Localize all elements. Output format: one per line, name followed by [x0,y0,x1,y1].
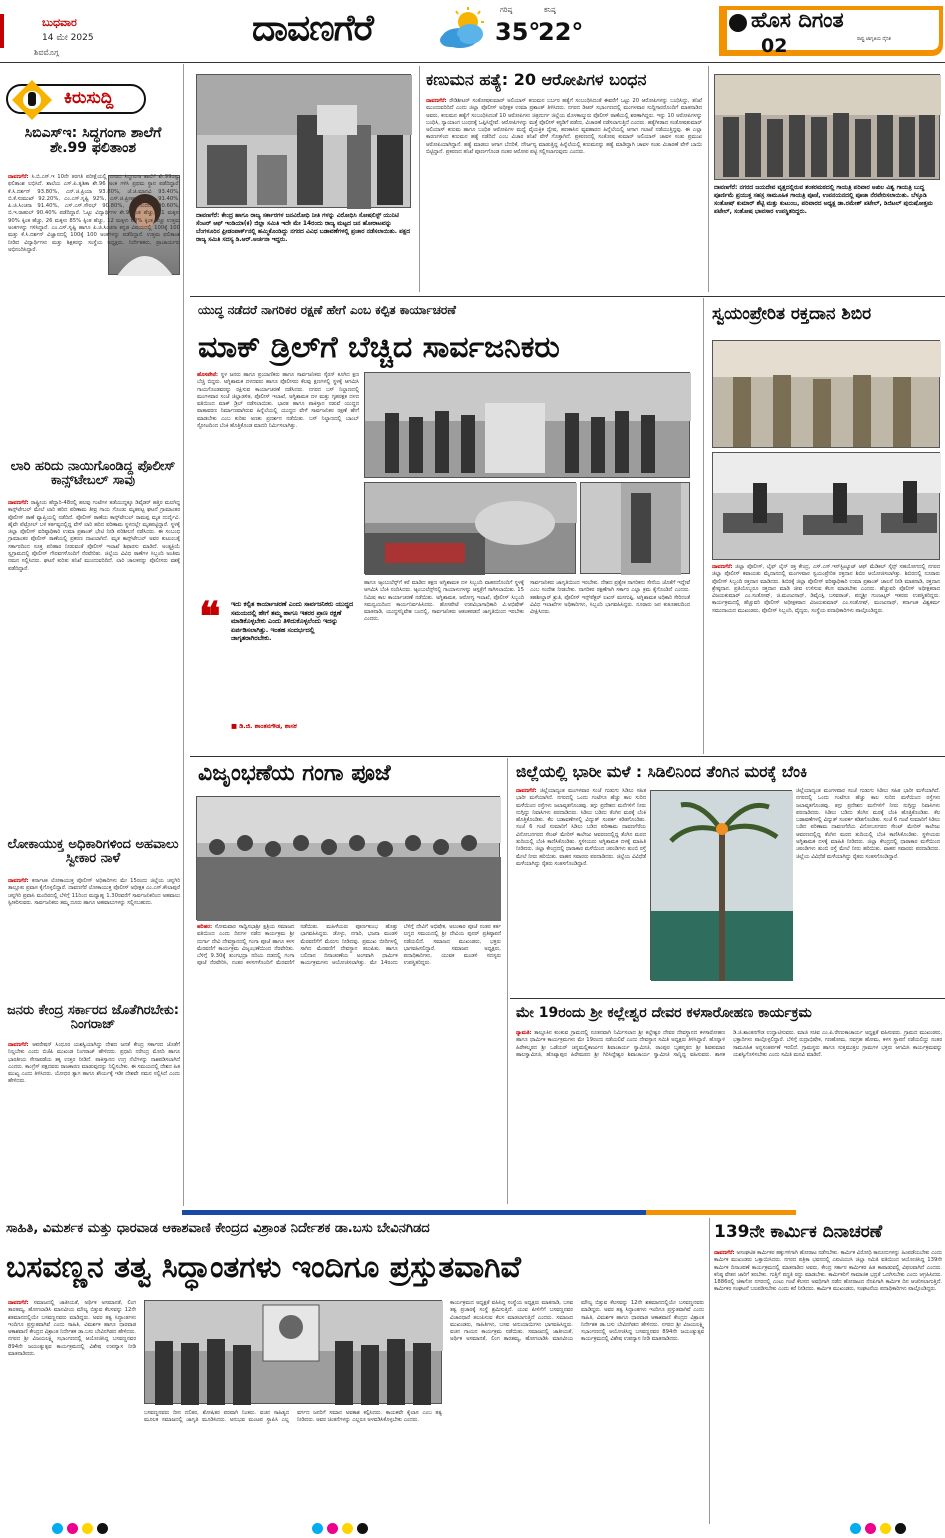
basava-body3: ಕಾರ್ಯಕ್ರಮದ ಅಧ್ಯಕ್ಷತೆ ವಹಿಸಿದ್ದ ಸಂಸ್ಥೆಯ ಅಧ್ಯಕ್ಷರು ಮಾತನಾಡಿ, ಬಸವ ತತ್ವ ಪ್ರಚಾರಕ್ಕೆ ಸಂಸ್ಥೆ ಶ್ರಮಿಸುತ್ತಿದೆ. ಯುವ ಪೀಳಿಗೆಗೆ ಬಸವಣ್ಣನವರ ವಿಚಾರಧಾರೆ ತಲುಪಿಸುವ ಕೆಲಸ ಮಾಡಲಾಗುತ್ತಿದೆ ಎಂದರು. ಸಮಾಜದ ಮುಖಂಡರು, ಸಾಹಿತಿಗಳು, ಬಸವ ಅನುಯಾಯಿಗಳು ಭಾಗವಹಿಸಿದ್ದರು. ವಚನ ಗಾಯನ ಕಾರ್ಯಕ್ರಮ ನಡೆಯಿತು. ಸಮಾಜದಲ್ಲಿ ಜಾತೀಯತೆ, ಅರ್ಥಿಕ ಅಸಮಾನತೆ, ಲಿಂಗ ತಾರತಮ್ಯ, ಹೋಗಲಾಡಿಸಿ ಮಾನವೀಯ ಮೌಲ್ಯ ಬಿತ್ತುವ ಕೆಲಸವನ್ನು 12ನೇ ಶತಮಾನದಲ್ಲಿಯೇ ಬಸವಣ್ಣನವರು ಮಾಡಿದ್ದರು. ಅವರ ತತ್ವ ಸಿದ್ಧಾಂತಗಳು ಇಂದಿಗೂ ಪ್ರಸ್ತುತವಾಗಿವೆ ಎಂದು ಸಾಹಿತಿ, ವಿಮರ್ಶಕ ಹಾಗೂ ಧಾರವಾಡ ಆಕಾಶವಾಣಿ ಕೇಂದ್ರದ ವಿಶ್ರಾಂತ ನಿರ್ದೇಶಕ ಡಾ.ಬಸು ಬೇವಿನಗಿಡದ ಹೇಳಿದರು. ನಗರದ ಶ್ರೀ ವಿಜಯಲಕ್ಷ್ಮಿ ಸಭಾಂಗಣದಲ್ಲಿ ಆಯೋಜಿಸಿದ್ದ ಬಸವಣ್ಣನವರ 894ನೇ ಜಯಂತ್ಯುತ್ಸವ ಕಾರ್ಯಕ್ರಮದಲ್ಲಿ ವಿಶೇಷ ಉಪನ್ಯಾಸ ನೀಡಿ ಮಾತನಾಡಿದರು. [450,1300,704,1343]
mockdrill-photo-fire [364,482,576,574]
finger-icon [10,78,54,122]
mayday-body: ದಾವಣಗೆರೆ: ಅಸಂಘಟಿತ ಕಾರ್ಮಿಕರ ಹಕ್ಕುಗಳಿಗಾಗಿ ಹೋರಾಟ ನಡೆಸಬೇಕು. ಕಾರ್ಮಿಕ ವಿರೋಧಿ ಕಾನೂನುಗಳನ್ನು ಹಿಂಪಡೆಯಬೇಕು ಎಂದು ಕಾರ್ಮಿಕ ಮುಖಂಡರು ಒತ್ತಾಯಿಸಿದರು. ನಗರದ ಪತ್ರಿಕಾ ಭವನದಲ್ಲಿ ಎಐಟಿಯುಸಿ ಜಿಲ್ಲಾ ಸಮಿತಿ ವತಿಯಿಂದ ಆಯೋಜಿಸಿದ್ದ 139ನೇ ಕಾರ್ಮಿಕ ದಿನಾಚರಣೆ ಕಾರ್ಯಕ್ರಮದಲ್ಲಿ ಮಾತನಾಡಿದ ಅವರು, ಕೇಂದ್ರ ಸರ್ಕಾರ ಕಾರ್ಮಿಕರ ಹಿತ ಕಾಪಾಡುವಲ್ಲಿ ವಿಫಲವಾಗಿದೆ ಎಂದರು. ಕನಿಷ್ಠ ವೇತನ ಜಾರಿಗೆ ತರಬೇಕು. ಗುತ್ತಿಗೆ ಪದ್ಧತಿ ರದ್ದು ಮಾಡಬೇಕು. ಕಾರ್ಮಿಕರಿಗೆ ಸಾಮಾಜಿಕ ಭದ್ರತೆ ಒದಗಿಸಬೇಕು ಎಂದು ಆಗ್ರಹಿಸಿದರು. 1886ರಲ್ಲಿ ಚಿಕಾಗೋ ನಗರದಲ್ಲಿ ಎಂಟು ಗಂಟೆ ಕೆಲಸದ ಅವಧಿಗಾಗಿ ನಡೆದ ಹೋರಾಟದ ನೆನಪಿಗಾಗಿ ಕಾರ್ಮಿಕ ದಿನ ಆಚರಿಸಲಾಗುತ್ತಿದೆ. ಕಾರ್ಮಿಕರ ಸಂಘಟನೆ ಬಲಪಡಿಸಬೇಕು ಎಂದು ಕರೆ ನೀಡಿದರು. ಕಾರ್ಮಿಕ ಮುಖಂಡರು, ಸಂಘಟನೆಯ ಪದಾಧಿಕಾರಿಗಳು ಪಾಲ್ಗೊಂಡಿದ್ದರು. [714,1250,942,1293]
min-temp: 22° [538,18,584,46]
brief1-body: ದಾವಣಗೆರೆ: ಸಿ.ಬಿ.ಎಸ್.ಇ 10ನೇ ತರಗತಿ ಪರೀಕ್ಷೆಯಲ್ಲಿ ನಗರದ ಸಿದ್ಧಗಂಗಾ ಶಾಲೆಗೆ ಶೇ.99ರಷ್ಟು ಫಲಿತಾಂಶ ಲಭಿಸಿದೆ. ಶಾಲೆಯ ಎಸ್.ಪಿ.ತೃಶಿಕಾ ಶೇ.96 ಅಂಕ ಗಳಿಸಿ ಪ್ರಥಮ ಸ್ಥಾನ ಪಡೆದಿದ್ದಾರೆ. ಕೆ.ಸಿ.ದರ್ಶನ್ 93.80%, ಎನ್.ಜಿ.ಪ್ರಿಯಾ 93.80%, ಜೆ.ಜಿ.ಮಾನವಿ 93.40%, ಬಿ.ಕೆ.ಸುಮುಖ್ 92.20%, ಎಂ.ಎಸ್.ಸೃಷ್ಟಿ 92%, ಎಸ್.ಜಿ.ಪ್ರೀತಮ್ ಸ್ವಾಮಿ 91.40%, ಪಿ.ಜಿ.ಸಿಂಚನಾ 91.40%, ಎಸ್.ಎಸ್.ಸೌರಭ್ 90.80%, ಸಿ.ಜಿ.ನಂದನ್ 90.60%, ಬಿ.ಇ.ರಾಹುಲ್ 90.40% ಪಡೆದಿದ್ದಾರೆ. ಓಟ್ಟು ವಿದ್ಯಾರ್ಥಿಗಳ ಶೇ.99ಕ್ಕಿಂತ ಹೆಚ್ಚು, 11 ಮಕ್ಕಳು 90% ಕ್ಕಿಂತ ಹೆಚ್ಚು, 26 ಮಕ್ಕಳು 85% ಕ್ಕಿಂತ ಹೆಚ್ಚು, 12 ಮಕ್ಕಳು 60% ಕ್ಕಿಂತ ಹೆಚ್ಚು ಉತ್ತಮ ಅಂಕಗಳನ್ನು ಗಳಿಸಿದ್ದಾರೆ. ಎಂ.ಎಸ್.ಸೃಷ್ಟಿ ಹಾಗೂ ಪಿ.ಜಿ.ಸಿಂಚನಾ ಕನ್ನಡ ವಿಷಯದಲ್ಲಿ 100ಕ್ಕೆ 100 ಮತ್ತು ಕೆ.ಸಿ.ದರ್ಶನ್ ವಿಜ್ಞಾನದಲ್ಲಿ 100ಕ್ಕೆ 100 ಅಂಕಗಳನ್ನು ಪಡೆದಿದ್ದಾರೆ. ಉತ್ತಮ ಫಲಿತಾಂಶ ನೀಡಿದ ವಿದ್ಯಾರ್ಥಿಗಳು ಮತ್ತು ಶಿಕ್ಷಕರನ್ನು ಸಂಸ್ಥೆಯ ಅಧ್ಯಕ್ಷರು, ನಿರ್ದೇಶಕರು, ಪ್ರಾಚಾರ್ಯರು ಅಭಿನಂದಿಸಿದ್ದಾರೆ. [8,174,180,253]
brief3-body: ದಾವಣಗೆರೆ: ಕರ್ನಾಟಕ ಲೋಕಾಯುಕ್ತ ಪೊಲೀಸ್ ಅಧಿಕಾರಿಗಳು ಮೇ 15ರಂದು ಜಿಲ್ಲೆಯ ಚನ್ನಗಿರಿ ತಾಲ್ಲೂಕು ಪ್ರವಾಸ ಕೈಗೊಳ್ಳಲಿದ್ದಾರೆ. ದಾವಣಗೆರೆ ಲೋಕಾಯುಕ್ತ ಪೊಲೀಸ್ ಅಧೀಕ್ಷಕ ಎಂ.ಎಸ್.ಕೌಲಾಪುರೆ ಚನ್ನಗಿರಿ ಪ್ರವಾಸಿ ಮಂದಿರದಲ್ಲಿ ಬೆಳಿಗ್ಗೆ 11ರಿಂದ ಮಧ್ಯಾಹ್ನ 1.30ರವರೆಗೆ ಸಾರ್ವಜನಿಕರಿಂದ ಅಹವಾಲು ಸ್ವೀಕರಿಸುವರು. ಸಾರ್ವಜನಿಕರು ತಮ್ಮ ದೂರು ಹಾಗೂ ಅಹವಾಲುಗಳನ್ನು ಸಲ್ಲಿಸಬಹುದು. [8,878,180,906]
kalasha-body: ನ್ಯಾಮತಿ: ತಾಲ್ಲೂಕಿನ ಕುಂಕುವ ಗ್ರಾಮದಲ್ಲಿ ನೂತನವಾಗಿ ನಿರ್ಮಿಸಲಾದ ಶ್ರೀ ಕಲ್ಲೇಶ್ವರ ದೇವರ ದೇವಸ್ಥಾನದ ಕಳಸಾರೋಹಣ ಹಾಗೂ ಧಾರ್ಮಿಕ ಕಾರ್ಯಕ್ರಮಗಳು ಮೇ 19ರಂದು ನಡೆಯಲಿವೆ ಎಂದು ದೇವಸ್ಥಾನ ಸಮಿತಿ ಅಧ್ಯಕ್ಷರು ತಿಳಿಸಿದ್ದಾರೆ. ಹೊನ್ನಾಳಿ ಹಿರೇಕಲ್ಮಠದ ಶ್ರೀ ಒಡೆಯರ್ ಚನ್ನಮಲ್ಲಿಕಾರ್ಜುನ ಶಿವಾಚಾರ್ಯ ಸ್ವಾಮೀಜಿ, ರಾಂಪುರ ಬೃಹನ್ಮಠದ ಶ್ರೀ ಶಿವಕುಮಾರ ಹಾಲಸ್ವಾಮೀಜಿ, ಹೊಟ್ಯಾಪುರ ಹಿರೇಮಠದ ಶ್ರೀ ಗಿರಿಸಿದ್ದೇಶ್ವರ ಶಿವಾಚಾರ್ಯ ಸ್ವಾಮೀಜಿ ಸಾನ್ನಿಧ್ಯ ವಹಿಸುವರು. ಶಾಸಕ ಡಿ.ಜಿ.ಶಾಂತನಗೌಡ ಉದ್ಘಾಟಿಸುವರು. ಮಾಜಿ ಸಚಿವ ಎಂ.ಪಿ.ರೇಣುಕಾಚಾರ್ಯ ಅಧ್ಯಕ್ಷತೆ ವಹಿಸುವರು. ಗ್ರಾಮದ ಮುಖಂಡರು, ಭಕ್ತಾದಿಗಳು ಪಾಲ್ಗೊಳ್ಳಲಿದ್ದಾರೆ. ಬೆಳಿಗ್ಗೆ ರುದ್ರಾಭಿಷೇಕ, ಗಣಹೋಮ, ನವಗ್ರಹ ಹೋಮ, ಕಳಸ ಸ್ಥಾಪನೆ ನಡೆಯಲಿದ್ದು ನಂತರ ಸಾಮೂಹಿಕ ಅನ್ನಸಂತರ್ಪಣೆ ಇರಲಿದೆ. ಗ್ರಾಮಸ್ಥರು ಹಾಗೂ ಸುತ್ತಮುತ್ತಲ ಗ್ರಾಮಗಳ ಭಕ್ತರು ಆಗಮಿಸಿ ಕಾರ್ಯಕ್ರಮವನ್ನು ಯಶಸ್ವಿಗೊಳಿಸಬೇಕು ಎಂದು ಸಮಿತಿ ಮನವಿ ಮಾಡಿದೆ. [516,1030,942,1058]
paper-name: ಹೊಸ ದಿಗಂತ [751,8,844,32]
masthead-date-block [0,14,190,58]
mockdrill-title: ಮಾಕ್ ಡ್ರಿಲ್‌ಗೆ ಬೆಚ್ಚಿದ ಸಾರ್ವಜನಿಕರು [198,330,560,365]
basava-photo [144,1300,442,1404]
rain-tree-photo [650,790,792,980]
kirusuddi-badge [6,78,146,122]
mockdrill-body-right: ಸಾರ್ವಜನಿಕರು ಜಾಗೃತಿಯಿಂದ ಇರಬೇಕು. ದೇಶದ ಪ್ರತ್ಯೇಕ ನಾಗರಿಕನು ಸೇನೆಯ ಜೊತೆಗೆ ಇದ್ದೇವೆ ಎಂಬ ಸಂದೇಶ ನೀಡಬೇಕು. ನಾಗರಿಕರ ರಕ್ಷಣೆಗಾಗಿ ಸರ್ಕಾರ ಎಲ್ಲಾ ಕ್ರಮ ಕೈಗೊಂಡಿದೆ ಎಂದರು. ತಹಶೀಲ್ದಾರ್ ಶ್ರುತಿ, ಪೊಲೀಸ್ ಇನ್ಸ್‌ಪೆಕ್ಟರ್ ಲಖನ್ ಮಸಗುಪ್ಪಿ, ಅಗ್ನಿಶಾಮಕ ಅಧಿಕಾರಿ ಸೇರಿದಂತೆ ವಿವಿಧ ಇಲಾಖೆಗಳ ಅಧಿಕಾರಿಗಳು, ಸಿಬ್ಬಂದಿ ಭಾಗವಹಿಸಿದ್ದರು. ನೂರಾರು ಜನ ಕುತೂಹಲದಿಂದ ವೀಕ್ಷಿಸಿದರು. [530,580,690,616]
color-band [0,1210,945,1215]
weather-cloud-icon [436,6,492,54]
gayatri-caption: ದಾವಣಗೆರೆ: ನಗರದ ಜಯದೇವ ವೃತ್ತದಲ್ಲಿರುವ ಶಂಕರಮಠದಲ್ಲಿ ಗಾಯತ್ರಿ ಪರಿವಾರ ಅಖಿಲ ವಿಶ್ವ ಗಾಯತ್ರಿ ಬುದ್ಧ ಪೂರ್ಣಿಮೆ ಪ್ರಯುಕ್ತ ಸಹಸ್ರ ಸಾಮೂಹಿಕ ಗಾಯತ್ರಿ ಪೂಜೆ, ಉಪನಯನದಲ್ಲಿ ಪೂಜಾ ನೆರವೇರಿಸಲಾಯಿತು. ಬೆಳ್ಳೂಡಿ ಸಂತೋಷ್ ಕುಮಾರ್ ಶೆಟ್ಟಿ ಮತ್ತು ಕುಟುಂಬ, ಪರಿವಾರದ ಅಧ್ಯಕ್ಷ ಡಾ.ರಮೇಶ್ ಪಟೇಲ್, ಡಿಜಿಟಲ್ ಪುರುಷೋತ್ತಮ ಪಟೇಲ್, ಸಂತೋಷ ಭಾವಸಾರ ಉಪಸ್ಥಿತರಿದ್ದರು. [714,184,933,215]
mayday-title: 139ನೇ ಕಾರ್ಮಿಕ ದಿನಾಚರಣೆ [714,1222,883,1242]
mockdrill-quote-by: ■ ಡಿ.ಜಿ. ಶಾಂತನಗೌಡ, ಶಾಸಕ [231,722,297,730]
ganga-photo [196,796,500,920]
paper-logo [707,2,945,60]
mockdrill-body-mid: ಹಾಗೂ ಆ್ಯಂಬುಲೆನ್ಸ್‌ಗೆ ಕರೆ ಮಾಡಿದ ತಕ್ಷಣ ಅಗ್ನಿಶಾಮಕ ದಳ ಸಿಬ್ಬಂದಿ ವಾಹನದೊಂದಿಗೆ ಸ್ಥಳಕ್ಕೆ ಆಗಮಿಸಿ ಬೆಂಕಿ ನಂದಿಸಿದರು. ಆ್ಯಂಬುಲೆನ್ಸ್‌ನಲ್ಲಿ ಗಾಯಾಳುಗಳನ್ನು ಆಸ್ಪತ್ರೆಗೆ ಸಾಗಿಸಲಾಯಿತು. 15 ನಿಮಿಷ ಕಾಲ ಕಾರ್ಯಾಚರಣೆ ನಡೆಯಿತು. ಅಗ್ನಿಶಾಮಕ, ಆರೋಗ್ಯ ಇಲಾಖೆ, ಪೊಲೀಸ್ ಸಿಬ್ಬಂದಿ ಸಮನ್ವಯದಿಂದ ಕಾರ್ಯನಿರ್ವಹಿಸಿದರು. ಹೊಸಪೇಟೆ ಉಪವಿಭಾಗಾಧಿಕಾರಿ ವಿ.ಅಭಿಷೇಕ್ ಮಾತನಾಡಿ, ಯುದ್ಧಸನ್ನಿವೇಶ ಬಂದಲ್ಲಿ, ಸಾರ್ವಜನಿಕರು ಆತಂಕಪಡದೆ ಜಾಗೃತಿಯಿಂದ ಇರಬೇಕು ಎಂದರು. [364,580,524,623]
brief3-title: ಲೋಕಾಯುಕ್ತ ಅಧಿಕಾರಿಗಳಿಂದ ಅಹವಾಲು ಸ್ವೀಕಾರ ನಾಳೆ [7,837,179,866]
mockdrill-photo-crowd [364,372,690,478]
registration-dots-mid [312,1519,392,1531]
logo-emblem-icon [729,14,747,32]
murder-body: ದಾವಣಗೆರೆ: ರೌಡಿಶೀಟರ್ ಸಂತೋಷಕುಮಾರ್ ಅಲಿಯಾಸ್ ಕಣುಮನ ಬರ್ಬರ ಹತ್ಯೆಗೆ ಸಂಬಂಧಿಸಿದಂತೆ ಈವರೆಗೆ ಒಟ್ಟು 20 ಆರೋಪಿಗಳನ್ನು ಬಂಧಿಸಿದ್ದು, ತನಿಖೆ ಮುಂದುವರಿದಿದೆ ಎಂದು ಜಿಲ್ಲಾ ಪೊಲೀಸ್ ಅಧೀಕ್ಷಕ ಉಮಾ ಪ್ರಶಾಂತ್ ತಿಳಿಸಿದರು. ನಗರದ ಡಿಆರ್ ಸಭಾಂಗಣದಲ್ಲಿ ಮಂಗಳವಾರ ಸುದ್ದಿಗಾರರೊಂದಿಗೆ ಮಾತನಾಡಿದ ಅವರು, ಕಣುಮನ ಹತ್ಯೆಗೆ ಸಂಬಂಧಿಸಿದಂತೆ 10 ಆರೋಪಿಗಳು ಚಿತ್ರದುರ್ಗ ಜಿಲ್ಲೆಯ ಮೊಳಕಾಲ್ಮುರು ಪೊಲೀಸ್ ಠಾಣೆಯಲ್ಲಿ ಶರಣಾಗಿದ್ದರು. ಇನ್ನು 10 ಆರೋಪಿಗಳನ್ನು ಬಂಧಿಸಿ, ನ್ಯಾಯಾಂಗ ಬಂಧನಕ್ಕೆ ಒಪ್ಪಿಸಿದ್ದೇವೆ. ಆರೋಪಿಗಳನ್ನು ಮತ್ತೆ ಪೊಲೀಸ್ ಕಸ್ಟಡಿಗೆ ಪಡೆದು, ವಿಚಾರಣೆ ನಡೆಸಲಾಗುತ್ತಿದೆ ಎಂದರು. ಹತ್ಯೆಗೀಡಾದ ಸಂತೋಷಕುಮಾರ್ ಅಲಿಯಾಸ್ ಕಣುಮ ಹಾಗೂ ಬಂಧಿತ ಆರೋಪಿಗಳ ಮಧ್ಯೆ ವೈಯಕ್ತಿಕ ದ್ವೇಷ, ಹಣಕಾಸಿನ ವ್ಯವಹಾರದ ಹಿನ್ನೆಲೆಯಲ್ಲಿ ಆಗಾಗ ಗಲಾಟೆ ನಡೆಯುತ್ತಿದ್ದವು. ಈ ಎಲ್ಲಾ ಕಾರಣಗಳಿಂದ ಕಣುಮನ ಹತ್ಯೆ ನಡೆದಿದೆ ಎಂಬ ವಿಚಾರ ತನಿಖೆ ವೇಳೆ ಗೊತ್ತಾಗಿದೆ. ಪ್ರಕರಣದಲ್ಲಿ ಸಂತೋಷ ಕುಮಾರ್ ಅಲಿಯಾಸ್ ಚಾವಳ ಸಂತು ಪ್ರಮುಖ ಆರೋಪಿಯಾಗಿದ್ದಾನೆ. ಹತ್ಯೆ ಮಾಡಲು ಆಗಾಗ ಬೆದರಿಕೆ, ದೌರ್ಜನ್ಯ ಮಾಡುತ್ತಿದ್ದ ಹಿನ್ನೆಲೆಯಲ್ಲಿ ಕಣುಮನನ್ನು ಹತ್ಯೆ ಮಾಡಿದ್ದಾಗಿ ಚಾವಳ ಸಂತು ವಿಚಾರಣೆ ವೇಳೆ ಬಾಯಿ ಬಿಟ್ಟಿದ್ದಾನೆ. ಪ್ರಕರಣದ ತನಿಖೆ ಪೂರ್ಣಗೊಂಡ ನಂತರ ಆರೋಪ ಪಟ್ಟಿ ಸಲ್ಲಿಸಲಾಗುವುದು ಎಂದರು. [426,98,702,156]
brief2-body: ದಾವಣಗೆರೆ: ರಾಷ್ಟ್ರೀಯ ಹೆದ್ದಾರಿ-48ರಲ್ಲಿ ಹಲವು ಗಂಟೆಗಳ ತಡೆಯುದ್ದಕ್ಕೂ ಡಿವೈಡರ್ ಹತ್ತಿರ ಮಲಗಿದ್ದ ಕಾನ್ಸ್‌ಟೇಬಲ್ ಮೇಲೆ ಲಾರಿ ಹರಿದ ಪರಿಣಾಮ ತೀವ್ರ ಗಾಯ ಗೊಂಡು ಮೃತಪಟ್ಟ ಘಟನೆ ಗ್ರಾಮಾಂತರ ಪೊಲೀಸ್ ಠಾಣೆ ವ್ಯಾಪ್ತಿಯಲ್ಲಿ ನಡೆದಿದೆ. ಪೊಲೀಸ್ ಠಾಣೆಯ ಕಾನ್ಸ್‌ಟೇಬಲ್ ರಾಮಪ್ಪ ಮೃತ ದುರ್ದೈವಿ. ಹೈವೇ ಪೆಟ್ರೋಲ್ ಬಳಿ ಕರ್ತವ್ಯದಲ್ಲಿದ್ದ ವೇಳೆ ಲಾರಿ ಹರಿದ ಪರಿಣಾಮ ಸ್ಥಳದಲ್ಲೇ ಮೃತಪಟ್ಟಿದ್ದಾರೆ. ಸ್ಥಳಕ್ಕೆ ಜಿಲ್ಲಾ ಪೊಲೀಸ್ ವರಿಷ್ಠಾಧಿಕಾರಿ ಉಮಾ ಪ್ರಶಾಂತ್ ಭೇಟಿ ನೀಡಿ ಪರಿಶೀಲನೆ ನಡೆಸಿದರು. ಈ ಸಂಬಂಧ ಗ್ರಾಮಾಂತರ ಪೊಲೀಸ್ ಠಾಣೆಯಲ್ಲಿ ಪ್ರಕರಣ ದಾಖಲಾಗಿದೆ. ಮೃತ ಕಾನ್ಸ್‌ಟೇಬಲ್ ಅವರ ಕುಟುಂಬಕ್ಕೆ ಸರ್ಕಾರದಿಂದ ಸೂಕ್ತ ಪರಿಹಾರ ನೀಡುವಂತೆ ಪೊಲೀಸ್ ಇಲಾಖೆ ಶಿಫಾರಸು ಮಾಡಿದೆ. ಅಂತ್ಯಕ್ರಿಯೆ ಸ್ವಗ್ರಾಮದಲ್ಲಿ ಪೊಲೀಸ್ ಗೌರವಗಳೊಂದಿಗೆ ನೆರವೇರಿತು. ಜಿಲ್ಲೆಯ ವಿವಿಧ ಠಾಣೆಗಳ ಸಿಬ್ಬಂದಿ ಅಂತಿಮ ನಮನ ಸಲ್ಲಿಸಿದರು. ಘಟನೆ ಕುರಿತು ತನಿಖೆ ಮುಂದುವರಿದಿದೆ. ಲಾರಿ ಚಾಲಕನನ್ನು ಪೊಲೀಸರು ವಶಕ್ಕೆ ಪಡೆದಿದ್ದಾರೆ. [8,500,180,572]
masthead [0,0,945,62]
brief2-title: ಲಾರಿ ಹರಿದು ನಾಯಿಗೊಂಡಿದ್ದ ಪೊಲೀಸ್ ಕಾನ್ಸ್‌ಟೇಬಲ್ ಸಾವು [10,459,176,488]
city-title: ದಾವಣಗೆರೆ [252,8,374,49]
blood-photo-donors [712,452,940,560]
blood-body: ದಾವಣಗೆರೆ: ಜಿಲ್ಲಾ ಪೊಲೀಸ್, ಲೈಫ್ ಲೈನ್ ರಕ್ತ ಕೇಂದ್ರ, ಎಸ್.ಎಸ್.ಇನ್‌ಸ್ಟಿಟ್ಯೂಟ್ ಆಫ್ ಮೆಡಿಕಲ್ ಸೈನ್ಸ್ ಸಹಯೋಗದಲ್ಲಿ ನಗರದ ಜಿಲ್ಲಾ ಪೊಲೀಸ್ ಕವಾಯತು ಮೈದಾನದಲ್ಲಿ ಮಂಗಳವಾರ ಸ್ವಯಂಪ್ರೇರಿತ ರಕ್ತದಾನ ಶಿಬಿರ ಆಯೋಜಿಸಲಾಗಿತ್ತು. ಶಿಬಿರದಲ್ಲಿ ನೂರಾರು ಪೊಲೀಸ್ ಸಿಬ್ಬಂದಿ ರಕ್ತದಾನ ಮಾಡಿದರು. ಶಿಬಿರಕ್ಕೆ ಜಿಲ್ಲಾ ಪೊಲೀಸ್ ವರಿಷ್ಠಾಧಿಕಾರಿ ಉಮಾ ಪ್ರಶಾಂತ್ ಚಾಲನೆ ನೀಡಿ ಮಾತನಾಡಿ, ರಕ್ತದಾನ ಶ್ರೇಷ್ಠದಾನ. ಪ್ರತಿಯೊಬ್ಬರೂ ರಕ್ತದಾನ ಮಾಡಿ ಜೀವ ಉಳಿಸುವ ಕೆಲಸ ಮಾಡಬೇಕು ಎಂದರು. ಹೆಚ್ಚುವರಿ ಪೊಲೀಸ್ ಅಧೀಕ್ಷಕರಾದ ವಿಜಯಕುಮಾರ್ ಎಂ.ಸಂತೋಷ್, ಜಿ.ಮಂಜುನಾಥ್, ಡಿವೈಎಸ್ಪಿ ಬಸವರಾಜ್, ಪದ್ಮಶ್ರೀ ಗುಂಜಟ್ಕರ್ ಇತರರು ಉಪಸ್ಥಿತರಿದ್ದರು. ಕಾರ್ಯಕ್ರಮದಲ್ಲಿ ಹೆಚ್ಚುವರಿ ಪೊಲೀಸ್ ಅಧೀಕ್ಷಕರಾದ ವಿಜಯಕುಮಾರ್ ಎಂ.ಸಂತೋಷ್, ಮಂಜುನಾಥ್, ಕರ್ನಾಟಕ ವಿಶ್ವಕರ್ಮ ಸಮುದಾಯದ ಮುಖಂಡರು, ಪೊಲೀಸ್ ಸಿಬ್ಬಂದಿ, ವೈದ್ಯರು, ಸಂಸ್ಥೆಯ ಪದಾಧಿಕಾರಿಗಳು ಪಾಲ್ಗೊಂಡಿದ್ದರು. [712,564,940,614]
paper-tagline: ರಾಷ್ಟ್ರ ಜಾಗೃತಿಯ ದೈನಿಕ [857,37,891,42]
mockdrill-photo-rescue [580,482,690,574]
blood-photo-officers [712,340,940,448]
basava-kicker: ಸಾಹಿತಿ, ವಿಮರ್ಶಕ ಮತ್ತು ಧಾರವಾಡ ಆಕಾಶವಾಣಿ ಕೇಂದ್ರದ ವಿಶ್ರಾಂತ ನಿರ್ದೇಶಕ ಡಾ.ಬಸು ಬೇವಿನಗಿಡದ [6,1221,430,1236]
brief1-title: ಸಿಬಿಎಸ್‌ಇ: ಸಿದ್ಧಗಂಗಾ ಶಾಲೆಗೆ ಶೇ.99 ಫಲಿತಾಂಶ [24,125,162,156]
ganga-body: ಹರಿಹರ: ಸೋಮವಾರ ಸಾಧ್ವಿಸಭಾಶ್ರೀ ಕ್ಷತ್ರಿಯ ಸಮಾಜದ ವತಿಯಿಂದ ಎಂದು ದಿನಗಳ ನಡೆದ ಕಾರ್ಯಕ್ರಮ ಶ್ರೀ ದುರ್ಗಾ ದೇವಿ ದೇವಸ್ಥಾನದಲ್ಲಿ ಗಂಗಾ ಪೂಜೆ ಹಾಗೂ ಕಳಸ ಮೆರವಣಿಗೆ ಕಾರ್ಯಕ್ರಮ ವಿಜೃಂಭಣೆಯಿಂದ ನೆರವೇರಿತು. ಬೆಳಿಗ್ಗೆ 9.30ಕ್ಕೆ ತುಂಗಭದ್ರಾ ನದಿಯ ದಡದಲ್ಲಿ ಗಂಗಾ ಪೂಜೆ ನೆರವೇರಿಸಿ, ನಂತರ ಕಳಸಗಳೊಂದಿಗೆ ಮೆರವಣಿಗೆ ನಡೆಯಿತು. ಮಹಿಳೆಯರು ಪೂರ್ಣಕುಂಭ ಹೊತ್ತು ಭಾಗವಹಿಸಿದ್ದರು. ಡೊಳ್ಳು, ನಗಾರಿ, ಭಜನಾ ಮಂಡಳಿ ಮೆರವಣಿಗೆಗೆ ಮೆರುಗು ನೀಡಿದವು. ಪ್ರಮುಖ ಬೀದಿಗಳಲ್ಲಿ ಸಾಗಿದ ಮೆರವಣಿಗೆ ದೇವಸ್ಥಾನ ತಲುಪಿತು. ಹಾಗೂ ಬಲಿದಾನ ದಿನಾಚರಣೆಯ ಅಂಗವಾಗಿ ಧಾರ್ಮಿಕ ಕಾರ್ಯಕ್ರಮಗಳು ಆಯೋಜಿಸಲಾಗಿತ್ತು. ಮೇ 14ರಂದು ಬೆಳಿಗ್ಗೆ ದೇವಿಗೆ ಅಭಿಷೇಕ, ಅಲಂಕಾರ ಪೂಜೆ ನಂತರ ಕರ್ತ ಲಗ್ನದ ಸಮಯದಲ್ಲಿ ಶ್ರೀ ದೇವಿಯ ಪುನರ್ ಪ್ರತಿಷ್ಠಾಪನೆ ನಡೆಯಲಿದೆ. ಸಮಾಜದ ಮುಖಂಡರು, ಭಕ್ತರು ಭಾಗವಹಿಸಲಿದ್ದಾರೆ. ಸಮಾಜದ ಅಧ್ಯಕ್ಷರು, ಪದಾಧಿಕಾರಿಗಳು, ಯುವಕ ಮಂಡಳಿ ಸದಸ್ಯರು ಉಪಸ್ಥಿತರಿದ್ದರು. [197,924,501,967]
date-label: 14 ಮೇ 2025 [42,33,94,43]
rain-body-right: ಜಿಲ್ಲೆಯಾದ್ಯಂತ ಮಂಗಳವಾರ ಸಂಜೆ ಗುಡುಗು ಸಿಡಿಲು ಸಹಿತ ಭಾರೀ ಮಳೆಯಾಗಿದೆ. ನಗರದಲ್ಲಿ ಒಂದು ಗಂಟೆಗೂ ಹೆಚ್ಚು ಕಾಲ ಸುರಿದ ಮಳೆಯಿಂದ ರಸ್ತೆಗಳು ಜಲಾವೃತಗೊಂಡವು. ತಗ್ಗು ಪ್ರದೇಶದ ಮನೆಗಳಿಗೆ ನೀರು ನುಗ್ಗಿದ್ದು ನಿವಾಸಿಗಳು ಪರದಾಡಿದರು. ಸಿಡಿಲು ಬಡಿದು ತೆಂಗಿನ ಮರಕ್ಕೆ ಬೆಂಕಿ ಹೊತ್ತಿಕೊಂಡಿತು. ಕೆಲ ಬಡಾವಣೆಗಳಲ್ಲಿ ವಿದ್ಯುತ್ ಸಂಪರ್ಕ ಕಡಿತಗೊಂಡಿತು. ಸಂಜೆ 6 ಗಂಟೆ ಸುಮಾರಿಗೆ ಸಿಡಿಲು ಬಡಿದ ಪರಿಣಾಮ ದಾವಣಗೆರೆಯ ವಿನೋಬನಗರದ ಸೇಂಟ್ ಮೇರಿಸ್ ಕಾಲೇಜು ಆವರಣದಲ್ಲಿದ್ದ ತೆಂಗಿನ ಮರದ ತುದಿಯಲ್ಲಿ ಬೆಂಕಿ ಕಾಣಿಸಿಕೊಂಡಿತು. ಸ್ಥಳೀಯರು ಅಗ್ನಿಶಾಮಕ ದಳಕ್ಕೆ ಮಾಹಿತಿ ನೀಡಿದರು. ಜಿಲ್ಲಾ ಕೇಂದ್ರದಲ್ಲಿ ಧಾರಾಕಾರ ಮಳೆಯಿಂದ ಚರಂಡಿಗಳು ತುಂಬಿ ರಸ್ತೆ ಮೇಲೆ ನೀರು ಹರಿಯಿತು. ವಾಹನ ಸವಾರರು ಪರದಾಡಿದರು. ಜಿಲ್ಲೆಯ ವಿವಿಧೆಡೆ ಮಳೆಯಾಗಿದ್ದು ರೈತರು ಸಂತಸಗೊಂಡಿದ್ದಾರೆ. [796,788,940,860]
ganga-title: ವಿಜೃಂಭಣೆಯ ಗಂಗಾ ಪೂಜೆ [198,761,391,786]
page-number: 02 [761,35,788,57]
edition-label: ಶಿವಮೊಗ್ಗ [34,48,59,57]
kirusuddi-label: ಕಿರುಸುದ್ದಿ [64,88,114,108]
rain-body-left: ದಾವಣಗೆರೆ: ಜಿಲ್ಲೆಯಾದ್ಯಂತ ಮಂಗಳವಾರ ಸಂಜೆ ಗುಡುಗು ಸಿಡಿಲು ಸಹಿತ ಭಾರೀ ಮಳೆಯಾಗಿದೆ. ನಗರದಲ್ಲಿ ಒಂದು ಗಂಟೆಗೂ ಹೆಚ್ಚು ಕಾಲ ಸುರಿದ ಮಳೆಯಿಂದ ರಸ್ತೆಗಳು ಜಲಾವೃತಗೊಂಡವು. ತಗ್ಗು ಪ್ರದೇಶದ ಮನೆಗಳಿಗೆ ನೀರು ನುಗ್ಗಿದ್ದು ನಿವಾಸಿಗಳು ಪರದಾಡಿದರು. ಸಿಡಿಲು ಬಡಿದು ತೆಂಗಿನ ಮರಕ್ಕೆ ಬೆಂಕಿ ಹೊತ್ತಿಕೊಂಡಿತು. ಕೆಲ ಬಡಾವಣೆಗಳಲ್ಲಿ ವಿದ್ಯುತ್ ಸಂಪರ್ಕ ಕಡಿತಗೊಂಡಿತು. ಸಂಜೆ 6 ಗಂಟೆ ಸುಮಾರಿಗೆ ಸಿಡಿಲು ಬಡಿದ ಪರಿಣಾಮ ದಾವಣಗೆರೆಯ ವಿನೋಬನಗರದ ಸೇಂಟ್ ಮೇರಿಸ್ ಕಾಲೇಜು ಆವರಣದಲ್ಲಿದ್ದ ತೆಂಗಿನ ಮರದ ತುದಿಯಲ್ಲಿ ಬೆಂಕಿ ಕಾಣಿಸಿಕೊಂಡಿತು. ಸ್ಥಳೀಯರು ಅಗ್ನಿಶಾಮಕ ದಳಕ್ಕೆ ಮಾಹಿತಿ ನೀಡಿದರು. ಜಿಲ್ಲಾ ಕೇಂದ್ರದಲ್ಲಿ ಧಾರಾಕಾರ ಮಳೆಯಿಂದ ಚರಂಡಿಗಳು ತುಂಬಿ ರಸ್ತೆ ಮೇಲೆ ನೀರು ಹರಿಯಿತು. ವಾಹನ ಸವಾರರು ಪರದಾಡಿದರು. ಜಿಲ್ಲೆಯ ವಿವಿಧೆಡೆ ಮಳೆಯಾಗಿದ್ದು ರೈತರು ಸಂತಸಗೊಂಡಿದ್ದಾರೆ. [516,788,646,867]
registration-dots-left [52,1519,132,1531]
mockdrill-quote-box [197,593,357,748]
max-temp: 35° [495,18,541,46]
mockdrill-body-left: ಹೊಸಪೇಟೆ: ಸ್ಥಳ ಜನರು ಹಾಗೂ ಪ್ರಯಾಣಿಕರು ಹಾಗೂ ಸಾರ್ವಜನಿಕರು ಸೈರನ್ ಕೂಗಿದ ಕ್ಷಣ ಬೆಚ್ಚಿ ಬಿದ್ದರು. ಅಗ್ನಿಶಾಮಕ ದಳದವರು ಹಾಗೂ ಪೊಲೀಸರು ಕೆಲವು ಕ್ಷಣಗಳಲ್ಲಿ ಸ್ಥಳಕ್ಕೆ ಆಗಮಿಸಿ ಗಾಯಗೊಂಡವರನ್ನು ರಕ್ಷಿಸುವ ಕಾರ್ಯಾಚರಣೆ ನಡೆಸಿದರು. ನಗರದ ಬಸ್ ನಿಲ್ದಾಣದಲ್ಲಿ ಮಂಗಳವಾರ ಸಂಜೆ ಜಿಲ್ಲಾಡಳಿತ, ಪೊಲೀಸ್ ಇಲಾಖೆ, ಅಗ್ನಿಶಾಮಕ ದಳ ಮತ್ತು ಗೃಹರಕ್ಷಕ ದಳದ ವತಿಯಿಂದ ಮಾಕ್ ಡ್ರಿಲ್ ನಡೆಸಲಾಯಿತು. ಭಾರತ ಹಾಗೂ ಪಾಕಿಸ್ತಾನ ನಡುವೆ ಯುದ್ಧದ ವಾತಾವರಣ ನಿರ್ಮಾಣವಾಗಿರುವ ಹಿನ್ನೆಲೆಯಲ್ಲಿ ಯುದ್ಧದ ವೇಳೆ ಸಾರ್ವಜನಿಕರ ರಕ್ಷಣೆ ಹೇಗೆ ಮಾಡಬೇಕು ಎಂಬ ಕುರಿತು ಅಣಕು ಪ್ರದರ್ಶನ ನಡೆಯಿತು. ಬಸ್ ನಿಲ್ದಾಣದಲ್ಲಿ ಬಾಂಬ್ ಸ್ಫೋಟದಿಂದ ಬೆಂಕಿ ಹೊತ್ತಿಕೊಂಡ ಮಾದರಿ ನಿರ್ಮಿಸಲಾಗಿತ್ತು. [197,372,359,430]
murder-title: ಕಣುಮನ ಹತ್ಯೆ: 20 ಆರೋಪಿಗಳ ಬಂಧನ [426,70,647,89]
basava-body2: ಬಸವಣ್ಣನವರು ದೀನ ದಲಿತರ, ಶೋಷಿತರ ಪರವಾಗಿ ನಿಂತರು. ವಚನ ಸಾಹಿತ್ಯದ ಮೂಲಕ ಸಮಾಜದಲ್ಲಿ ಜಾಗೃತಿ ಮೂಡಿಸಿದರು. ಅನುಭವ ಮಂಟಪ ಸ್ಥಾಪಿಸಿ ಎಲ್ಲ ವರ್ಗದ ಜನರಿಗೆ ಸಮಾನ ಅವಕಾಶ ಕಲ್ಪಿಸಿದರು. ಕಾಯಕವೇ ಕೈಲಾಸ ಎಂಬ ತತ್ವ ನೀಡಿದರು. ಅವರ ಚಿಂತನೆಗಳನ್ನು ಎಲ್ಲರೂ ಅಳವಡಿಸಿಕೊಳ್ಳಬೇಕು ಎಂದರು. [144,1410,442,1424]
min-temp-label: ಕನಿಷ್ಠ [544,6,556,14]
mockdrill-quote: ಇದು ಕಲ್ಪಿತ ಕಾರ್ಯಾಚರಣೆ ಎಂದು ಸಾರ್ವಜನಿಕರು ಯುದ್ಧದ ಸಮಯದಲ್ಲಿ ಹೇಗೆ ತಮ್ಮ ಹಾಗೂ ಇತರರ ಪ್ರಾಣ ರಕ್ಷಣೆ ಮಾಡಿಕೊಳ್ಳಬೇಕು ಎಂದು ತಿಳಿದುಕೊಳ್ಳಲೆಂದು ಇದನ್ನು ಏರ್ಪಡಿಸಲಾಗಿತ್ತು. ಇಂತಹ ಸಂದರ್ಭದಲ್ಲಿ ಜಾಗೃತರಾಗಿರಬೇಕು. [231,600,354,643]
basava-title: ಬಸವಣ್ಣನ ತತ್ವ ಸಿದ್ಧಾಂತಗಳು ಇಂದಿಗೂ ಪ್ರಸ್ತುತವಾಗಿವೆ [6,1250,521,1285]
mockdrill-kicker: ಯುದ್ಧ ನಡೆದರೆ ನಾಗರಿಕರ ರಕ್ಷಣೆ ಹೇಗೆ ಎಂಬ ಕಲ್ಪಿತ ಕಾರ್ಯಾಚರಣೆ [198,303,457,317]
protest-photo [196,74,411,208]
rain-title: ಜಿಲ್ಲೆಯಲ್ಲಿ ಭಾರೀ ಮಳೆ : ಸಿಡಿಲಿನಿಂದ ತೆಂಗಿನ ಮರಕ್ಕೆ ಬೆಂಕಿ [516,763,808,781]
quote-mark-icon: ❝ [199,593,221,640]
max-temp-label: ಗರಿಷ್ಠ [500,6,513,14]
blood-title: ಸ್ವಯಂಪ್ರೇರಿತ ರಕ್ತದಾನ ಶಿಬಿರ [712,304,872,324]
day-label: ಬುಧವಾರ [42,16,77,29]
brief4-title: ಜನರು ಕೇಂದ್ರ ಸರ್ಕಾರದ ಜೊತೆಗಿರಬೇಕು: ನಿಂಗರಾಜ್ [6,1003,180,1032]
protest-caption: ದಾವಣಗೆರೆ: ಕೇಂದ್ರ ಹಾಗೂ ರಾಜ್ಯ ಸರ್ಕಾರಗಳ ಜನವಿರೋಧಿ ನೀತಿ ಗಳನ್ನು ವಿರೋಧಿಸಿ ಸೋಷಲಿಸ್ಟ್ ಯುನಿಟಿ ಸೆಂಟರ್ ಆಫ್ ಇಂಡಿಯಾ(ಕ) ಜಿಲ್ಲಾ ಸಮಿತಿ ಇದೇ ಮೇ 14ರಂದು ರಾಜ್ಯ ಮಟ್ಟದ ಜನ ಹೋರಾಟವನ್ನು ಬೆಂಗಳೂರಿನ ಫ್ರೀಡಂಪಾರ್ಕ್‌ನಲ್ಲಿ ಹಮ್ಮಿಕೊಂಡಿದ್ದು ನಗರದ ವಿವಿಧ ಬಡಾವಣೆಗಳಲ್ಲಿ ಪ್ರಚಾರ ನಡೆಸಲಾಯಿತು. ಪಕ್ಷದ ರಾಜ್ಯ ಸಮಿತಿ ಸದಸ್ಯ ಡಿ.ಆರ್.ಅರ್ಚನಾ ಇದ್ದರು. [196,212,411,243]
registration-dots-right [850,1519,930,1531]
gayatri-photo [714,74,940,180]
kalasha-title: ಮೇ 19ರಂದು ಶ್ರೀ ಕಲ್ಲೇಶ್ವರ ದೇವರ ಕಳಸಾರೋಹಣ ಕಾರ್ಯಕ್ರಮ [516,1005,812,1021]
basava-body1: ದಾವಣಗೆರೆ: ಸಮಾಜದಲ್ಲಿ ಜಾತೀಯತೆ, ಅರ್ಥಿಕ ಅಸಮಾನತೆ, ಲಿಂಗ ತಾರತಮ್ಯ, ಹೋಗಲಾಡಿಸಿ ಮಾನವೀಯ ಮೌಲ್ಯ ಬಿತ್ತುವ ಕೆಲಸವನ್ನು 12ನೇ ಶತಮಾನದಲ್ಲಿಯೇ ಬಸವಣ್ಣನವರು ಮಾಡಿದ್ದರು. ಅವರ ತತ್ವ ಸಿದ್ಧಾಂತಗಳು ಇಂದಿಗೂ ಪ್ರಸ್ತುತವಾಗಿವೆ ಎಂದು ಸಾಹಿತಿ, ವಿಮರ್ಶಕ ಹಾಗೂ ಧಾರವಾಡ ಆಕಾಶವಾಣಿ ಕೇಂದ್ರದ ವಿಶ್ರಾಂತ ನಿರ್ದೇಶಕ ಡಾ.ಬಸು ಬೇವಿನಗಿಡದ ಹೇಳಿದರು. ನಗರದ ಶ್ರೀ ವಿಜಯಲಕ್ಷ್ಮಿ ಸಭಾಂಗಣದಲ್ಲಿ ಆಯೋಜಿಸಿದ್ದ ಬಸವಣ್ಣನವರ 894ನೇ ಜಯಂತ್ಯುತ್ಸವ ಕಾರ್ಯಕ್ರಮದಲ್ಲಿ ವಿಶೇಷ ಉಪನ್ಯಾಸ ನೀಡಿ ಮಾತನಾಡಿದರು. [8,1300,136,1358]
brief4-body: ದಾವಣಗೆರೆ: ಆಪರೇಷನ್ ಸಿಂಧೂರ ಯಶಸ್ವಿಯಾಗಿದ್ದು ದೇಶದ ಜನತೆ ಕೇಂದ್ರ ಸರ್ಕಾರದ ಜೊತೆಗೆ ನಿಲ್ಲಬೇಕು ಎಂದು ಬಿಜೆಪಿ ಮುಖಂಡ ನಿಂಗರಾಜ್ ಹೇಳಿದರು. ಪ್ರಧಾನಿ ನರೇಂದ್ರ ಮೋದಿ ಹಾಗೂ ಭಾರತೀಯ ಸೇನಾಪಡೆಯ ತಕ್ಕ ಉತ್ತರ ನೀಡಿದೆ. ಪಾಕಿಸ್ತಾನದ ಉಗ್ರ ನೆಲೆಗಳನ್ನು ನಾಶಪಡಿಸಲಾಗಿದೆ ಎಂದರು. ಕಾಂಗ್ರೆಸ್ ಪಕ್ಷದವರು ರಾಜಕಾರಣ ಮಾಡುವುದನ್ನು ನಿಲ್ಲಿಸಬೇಕು. ಈ ಸಮಯದಲ್ಲಿ ದೇಶದ ಹಿತ ಮುಖ್ಯ ಎಂದು ತಿಳಿಸಿದರು. ಯೋಧರ ತ್ಯಾಗ ಹಾಗೂ ಶೌರ್ಯಕ್ಕೆ ಇಡೀ ದೇಶವೇ ನಮನ ಸಲ್ಲಿಸಿದೆ ಎಂದು ಹೇಳಿದರು. [8,1042,180,1085]
